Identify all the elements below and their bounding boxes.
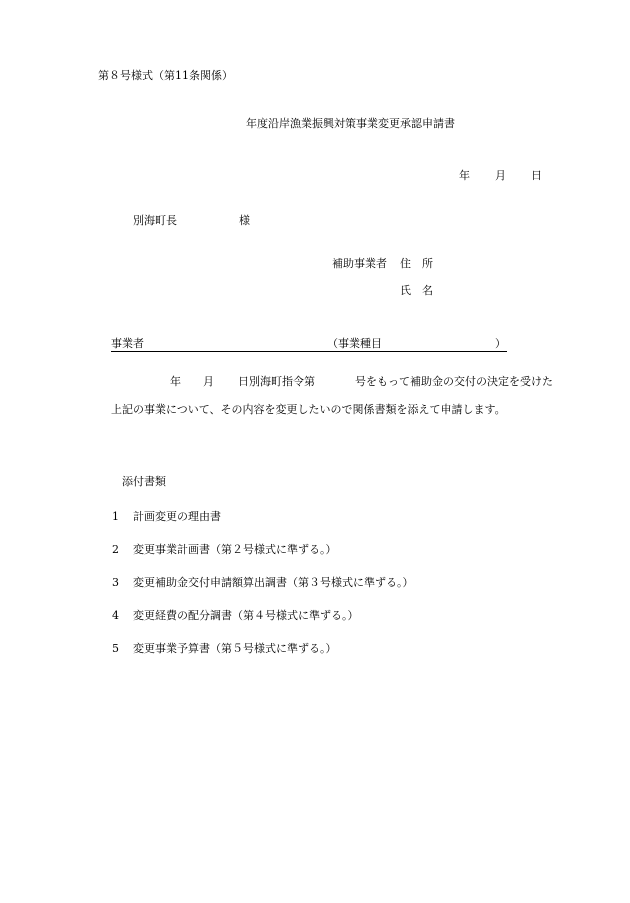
project-type-label: （事業種目 xyxy=(327,337,382,350)
attachment-number: 4 xyxy=(112,609,119,622)
attachment-number: 3 xyxy=(112,576,119,589)
applicant-address-label: 住 所 xyxy=(400,257,433,270)
addressee-name: 別海町長 xyxy=(133,214,177,227)
attachment-item: 計画変更の理由書 xyxy=(133,510,221,523)
project-label: 事業者 xyxy=(111,337,144,350)
date-year: 年 xyxy=(459,169,470,182)
body-month: 月 xyxy=(203,375,214,388)
body-line1-rest: 号をもって補助金の交付の決定を受けた xyxy=(355,375,553,388)
attachment-item: 変更経費の配分調書（第４号様式に準ずる。） xyxy=(133,609,359,622)
attachment-number: 1 xyxy=(112,510,119,523)
applicant-label: 補助事業者 xyxy=(332,257,387,270)
applicant-name-label: 氏 名 xyxy=(400,284,433,297)
project-underline xyxy=(111,351,507,352)
form-number: 第８号様式（第11条関係） xyxy=(98,69,233,82)
date-month: 月 xyxy=(495,169,506,182)
date-day: 日 xyxy=(531,169,542,182)
attachment-number: 2 xyxy=(112,543,119,556)
attachments-heading: 添付書類 xyxy=(122,475,166,488)
body-line2: 上記の事業について、その内容を変更したいので関係書類を添えて申請します。 xyxy=(111,403,506,416)
body-year: 年 xyxy=(170,375,181,388)
document-title: 年度沿岸漁業振興対策事業変更承認申請書 xyxy=(246,117,455,130)
attachment-item: 変更事業予算書（第５号様式に準ずる。） xyxy=(133,642,337,655)
addressee-honorific: 様 xyxy=(239,214,250,227)
attachment-item: 変更事業計画書（第２号様式に準ずる。） xyxy=(133,543,337,556)
attachment-number: 5 xyxy=(112,642,119,655)
project-type-close: ） xyxy=(495,337,506,350)
body-day-ref: 日別海町指令第 xyxy=(238,375,315,388)
attachment-item: 変更補助金交付申請額算出調書（第３号様式に準ずる。） xyxy=(133,576,414,589)
